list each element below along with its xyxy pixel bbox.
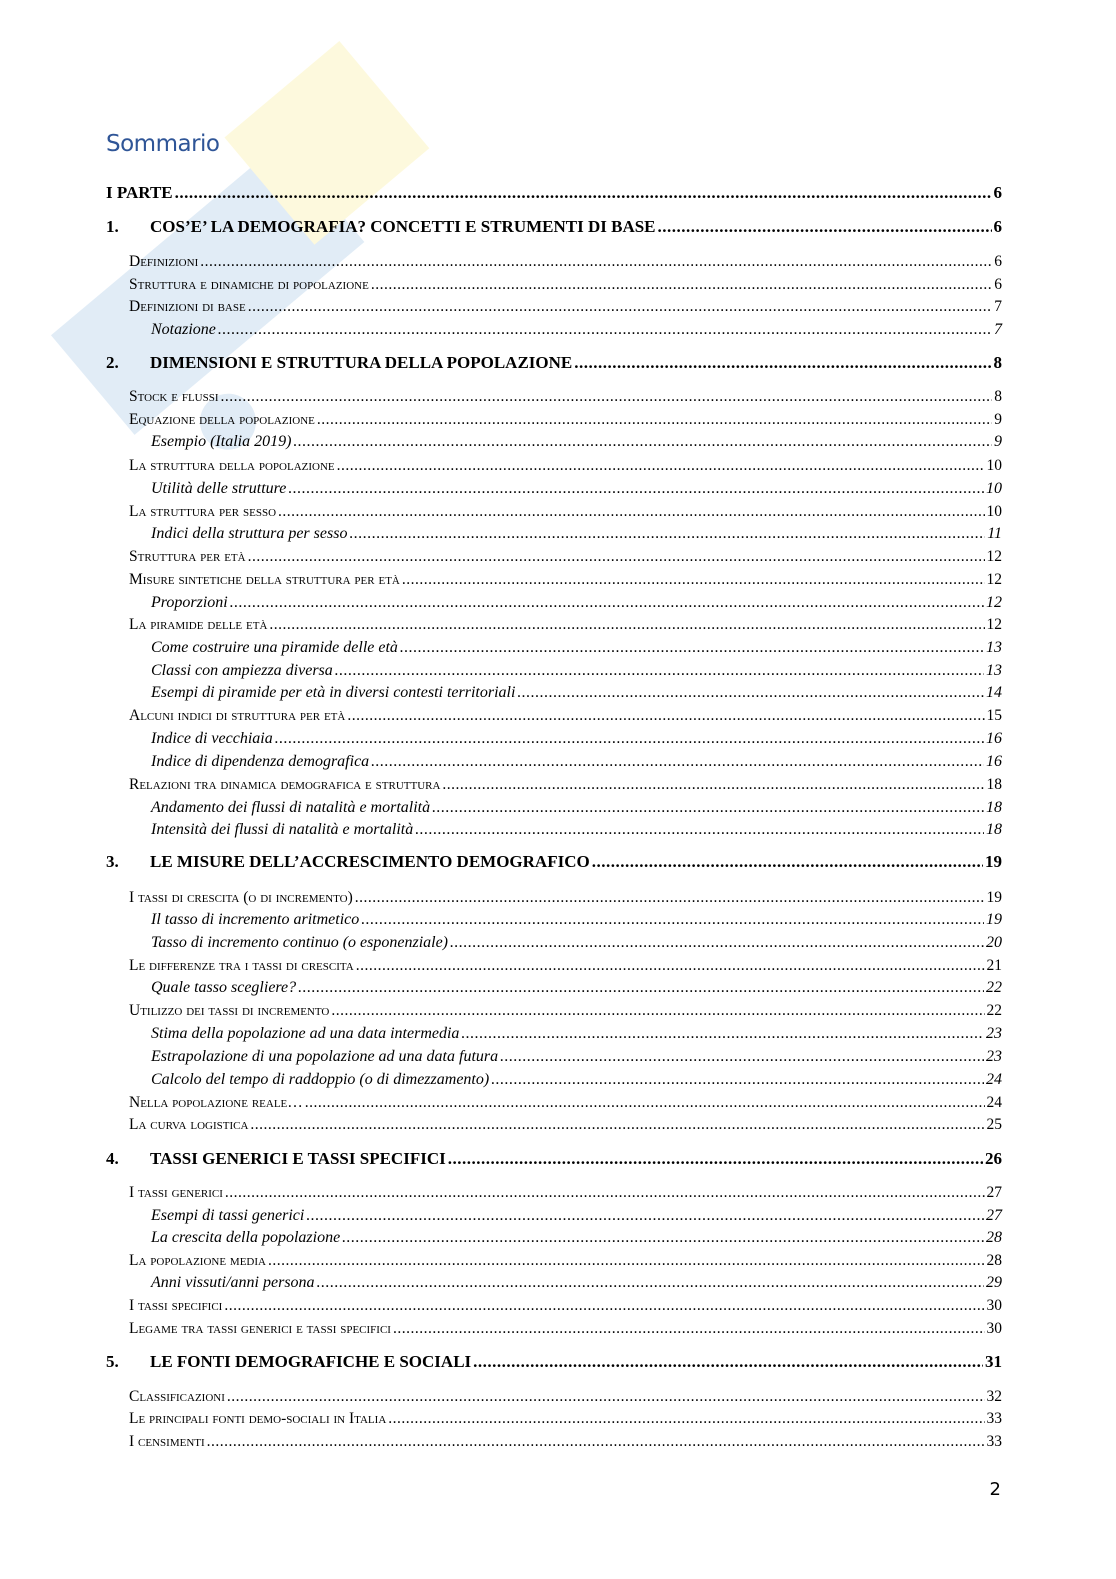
toc-dot-leader [388,1408,984,1430]
toc-section[interactable] [129,1092,1002,1114]
toc-section[interactable] [129,1182,1002,1204]
toc-entry-label: Come costruire una piramide delle età [151,639,398,656]
toc-entry-page: 11 [987,525,1002,542]
toc-entry-page: 18 [986,821,1002,838]
toc-entry-label: LE FONTI DEMOGRAFICHE E SOCIALI [150,1352,472,1371]
toc-entry-page: 27 [986,1184,1002,1201]
toc-entry-page: 23 [986,1048,1002,1065]
toc-entry-page: 22 [986,979,1002,996]
toc-chapter[interactable] [106,1351,1002,1373]
toc-entry-page: 21 [986,957,1002,974]
toc-subsection[interactable] [151,431,1002,453]
toc-section[interactable] [129,296,1002,318]
toc-entry-label: Utilizzo dei tassi di incremento [129,1002,330,1019]
toc-dot-leader [248,546,985,568]
toc-entry-label: Indici della struttura per sesso [151,525,348,542]
toc-entry-label: Quale tasso scegliere? [151,979,297,996]
toc-entry-label: Indice di vecchiaia [151,730,273,747]
toc-dot-leader [305,1092,985,1114]
toc-dot-leader [402,569,985,591]
toc-entry-label: La crescita della popolazione [151,1229,341,1246]
toc-subsection[interactable] [151,977,1002,999]
toc-dot-leader [207,1431,985,1453]
toc-subsection[interactable] [151,682,1002,704]
toc-entry-page: 24 [986,1094,1002,1111]
toc-subsection[interactable] [151,1023,1002,1045]
toc-section[interactable] [129,1250,1002,1272]
toc-chapter-number: 3. [106,852,119,871]
toc-entry-page: 12 [986,571,1002,588]
toc-section[interactable] [129,1295,1002,1317]
toc-dot-leader [175,182,992,204]
toc-dot-leader [432,797,984,819]
toc-dot-leader [306,1205,984,1227]
toc-entry-label: Definizioni [129,253,199,270]
toc-subsection[interactable] [151,728,1002,750]
toc-chapter-number: 4. [106,1149,119,1168]
toc-dot-leader [298,977,984,999]
toc-entry-page: 6 [994,253,1002,270]
toc-entry-page: 28 [986,1229,1002,1246]
toc-entry-label: Estrapolazione di una popolazione ad una data futura [151,1048,499,1065]
toc-section[interactable] [129,1114,1002,1136]
toc-entry-label: I PARTE [106,183,173,202]
toc-dot-leader [500,1046,984,1068]
toc-entry-page: 13 [986,639,1002,656]
toc-entry-page: 9 [994,433,1002,450]
toc-dot-leader [393,1318,985,1340]
toc-section[interactable] [129,887,1002,909]
toc-dot-leader [288,478,984,500]
toc-dot-leader [218,319,992,341]
toc-dot-leader [450,932,984,954]
toc-subsection[interactable] [151,1227,1002,1249]
toc-entry-page: 7 [994,321,1002,338]
toc-entry-label: La piramide delle età [129,616,268,633]
toc-entry-label: Calcolo del tempo di raddoppio (o di dimezzamento) [151,1071,490,1088]
toc-chapter-number: 5. [106,1352,119,1371]
toc-entry-page: 12 [986,594,1002,611]
toc-dot-leader [491,1069,984,1091]
toc-dot-leader [317,1272,984,1294]
toc-dot-leader [442,774,984,796]
toc-subsection[interactable] [151,478,1002,500]
toc-entry-label: I tassi generici [129,1184,223,1201]
toc-dot-leader [269,614,984,636]
toc-dot-leader [224,1295,984,1317]
toc-dot-leader [248,296,993,318]
toc-entry-label: Nella popolazione reale… [129,1094,303,1111]
toc-entry-page: 10 [986,457,1002,474]
toc-section[interactable] [129,1431,1002,1453]
toc-entry-page: 6 [993,217,1002,236]
toc-entry-page: 19 [986,911,1002,928]
toc-dot-leader [293,431,992,453]
toc-entry-label: Struttura per età [129,548,246,565]
toc-dot-leader [574,352,991,374]
toc-entry-page: 24 [986,1071,1002,1088]
toc-chapter-number: 2. [106,353,119,372]
toc-entry-page: 10 [986,480,1002,497]
toc-entry-page: 10 [986,503,1002,520]
toc-entry-page: 28 [986,1252,1002,1269]
toc-section[interactable] [129,569,1002,591]
toc-dot-leader [275,728,984,750]
toc-dot-leader [400,637,984,659]
toc-entry-page: 33 [986,1410,1002,1427]
toc-entry-label: Relazioni tra dinamica demografica e struttura [129,776,441,793]
toc-dot-leader [278,501,984,523]
toc-entry-label: Definizioni di base [129,298,246,315]
toc-dot-leader [461,1023,984,1045]
toc-dot-leader [342,1227,984,1249]
toc-section[interactable] [129,705,1002,727]
toc-entry-label: I tassi specifici [129,1297,223,1314]
toc-section[interactable] [129,614,1002,636]
toc-subsection[interactable] [151,1272,1002,1294]
toc-entry-page: 20 [986,934,1002,951]
toc-section[interactable] [129,455,1002,477]
toc-entry-label: Andamento dei flussi di natalità e mortalità [151,799,431,816]
toc-entry-label: La curva logistica [129,1116,249,1133]
toc-entry-label: Classi con ampiezza diversa [151,662,333,679]
toc-dot-leader [317,409,992,431]
toc-chapter-number: 1. [106,217,119,236]
toc-dot-leader [448,1148,983,1170]
toc-entry-label: Tasso di incremento continuo (o esponenziale) [151,934,449,951]
toc-dot-leader [371,751,984,773]
toc-entry-page: 18 [986,776,1002,793]
toc-chapter[interactable] [106,851,1002,873]
toc-dot-leader [225,1182,985,1204]
toc-entry-label: Alcuni indici di struttura per età [129,707,346,724]
toc-dot-leader [415,819,984,841]
toc-entry-page: 14 [986,684,1002,701]
toc-entry-page: 16 [986,730,1002,747]
toc-entry-page: 33 [986,1433,1002,1450]
toc-entry-label: I tassi di crescita (o di incremento) [129,889,353,906]
toc-subsection[interactable] [151,1046,1002,1068]
toc-entry-page: 9 [994,411,1002,428]
toc-section[interactable] [129,251,1002,273]
toc-dot-leader [200,251,992,273]
toc-subsection[interactable] [151,637,1002,659]
toc-entry-label: Stock e flussi [129,388,219,405]
toc-section[interactable] [129,1408,1002,1430]
toc-entry-label: La popolazione media [129,1252,266,1269]
toc-entry-label: Esempi di piramide per età in diversi contesti territoriali [151,684,516,701]
toc-dot-leader [371,274,992,296]
toc-entry-page: 19 [986,889,1002,906]
toc-section[interactable] [129,274,1002,296]
toc-entry-label: Indice di dipendenza demografica [151,753,370,770]
toc-entry-label: Intensità dei flussi di natalità e mortalità [151,821,414,838]
toc-subsection[interactable] [151,523,1002,545]
toc-dot-leader [347,705,984,727]
toc-entry-label: Misure sintetiche della struttura per età [129,571,400,588]
toc-entry-label: COS’E’ LA DEMOGRAFIA? CONCETTI E STRUMENTI DI BASE [150,217,656,236]
toc-entry-page: 13 [986,662,1002,679]
toc-entry-label: Esempio (Italia 2019) [151,433,292,450]
page-number: 2 [989,1479,1001,1500]
toc-chapter[interactable] [106,1148,1002,1170]
toc-entry-page: 23 [986,1025,1002,1042]
toc-dot-leader [473,1351,983,1373]
toc-entry-page: 30 [986,1297,1002,1314]
page-title: Sommario [106,131,220,157]
toc-dot-leader [658,216,992,238]
toc-entry-page: 12 [986,548,1002,565]
toc-section[interactable] [129,774,1002,796]
toc-entry-page: 27 [986,1207,1002,1224]
toc-section[interactable] [129,1000,1002,1022]
toc-entry-label: Il tasso di incremento aritmetico [151,911,360,928]
toc-section[interactable] [129,955,1002,977]
toc-entry-page: 19 [985,852,1002,871]
toc-dot-leader [230,592,984,614]
toc-entry-page: 16 [986,753,1002,770]
toc-section[interactable] [129,501,1002,523]
toc-dot-leader [517,682,984,704]
toc-entry-label: La struttura della popolazione [129,457,335,474]
toc-chapter[interactable] [106,182,1002,204]
toc-subsection[interactable] [151,819,1002,841]
toc-subsection[interactable] [151,1205,1002,1227]
toc-entry-page: 12 [986,616,1002,633]
toc-entry-page: 6 [994,276,1002,293]
toc-entry-label: Struttura e dinamiche di popolazione [129,276,369,293]
toc-dot-leader [356,955,985,977]
toc-entry-label: Le differenze tra i tassi di crescita [129,957,354,974]
toc-subsection[interactable] [151,660,1002,682]
toc-dot-leader [227,1386,985,1408]
toc-subsection[interactable] [151,932,1002,954]
toc-entry-label: Legame tra tassi generici e tassi specifici [129,1320,391,1337]
toc-entry-label: Notazione [151,321,216,338]
toc-entry-label: LE MISURE DELL’ACCRESCIMENTO DEMOGRAFICO [150,852,590,871]
toc-entry-page: 29 [986,1274,1002,1291]
toc-entry-label: Proporzioni [151,594,228,611]
toc-entry-label: Equazione della popolazione [129,411,315,428]
toc-section[interactable] [129,409,1002,431]
toc-dot-leader [335,660,984,682]
toc-entry-label: La struttura per sesso [129,503,277,520]
toc-section[interactable] [129,386,1002,408]
toc-dot-leader [268,1250,985,1272]
toc-dot-leader [331,1000,984,1022]
toc-entry-label: I censimenti [129,1433,205,1450]
toc-dot-leader [349,523,985,545]
toc-entry-page: 18 [986,799,1002,816]
toc-section[interactable] [129,1386,1002,1408]
toc-subsection[interactable] [151,592,1002,614]
toc-dot-leader [337,455,985,477]
toc-chapter[interactable] [106,216,1002,238]
toc-entry-page: 6 [993,183,1002,202]
toc-entry-page: 7 [994,298,1002,315]
toc-entry-label: Esempi di tassi generici [151,1207,305,1224]
toc-entry-page: 30 [986,1320,1002,1337]
toc-entry-page: 22 [986,1002,1002,1019]
toc-dot-leader [250,1114,984,1136]
toc-entry-page: 31 [985,1352,1002,1371]
toc-entry-label: TASSI GENERICI E TASSI SPECIFICI [150,1149,446,1168]
toc-entry-label: Le principali fonti demo-sociali in Italia [129,1410,387,1427]
toc-dot-leader [355,887,985,909]
toc-subsection[interactable] [151,797,1002,819]
toc-subsection[interactable] [151,909,1002,931]
toc-entry-page: 32 [986,1388,1002,1405]
toc-entry-label: Utilità delle strutture [151,480,287,497]
toc-entry-page: 8 [993,353,1002,372]
toc-entry-label: DIMENSIONI E STRUTTURA DELLA POPOLAZIONE [150,353,573,372]
toc-entry-page: 26 [985,1149,1002,1168]
toc-entry-label: Anni vissuti/anni persona [151,1274,315,1291]
toc-entry-page: 8 [994,388,1002,405]
toc-entry-label: Stima della popolazione ad una data intermedia [151,1025,460,1042]
toc-subsection[interactable] [151,319,1002,341]
toc-entry-page: 15 [986,707,1002,724]
toc-dot-leader [221,386,993,408]
toc-subsection[interactable] [151,1069,1002,1091]
toc-entry-label: Classificazioni [129,1388,225,1405]
toc-subsection[interactable] [151,751,1002,773]
toc-dot-leader [361,909,984,931]
toc-section[interactable] [129,546,1002,568]
toc-entry-page: 25 [986,1116,1002,1133]
toc-section[interactable] [129,1318,1002,1340]
toc-chapter[interactable] [106,352,1002,374]
toc-dot-leader [592,851,983,873]
